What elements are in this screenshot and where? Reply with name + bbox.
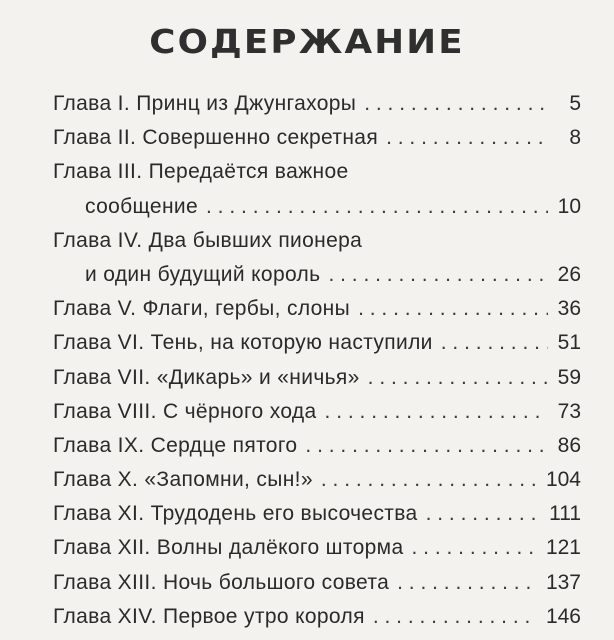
toc-entry-title: Глава V. Флаги, гербы, слоны — [53, 297, 351, 321]
dot-leader — [368, 361, 548, 395]
toc-entry — [53, 292, 581, 326]
toc-entry — [53, 566, 581, 600]
toc-page-number: 111 — [549, 502, 581, 526]
page-title: СОДЕРЖАНИЕ — [149, 22, 465, 61]
dot-leader — [412, 531, 536, 565]
toc-page-number: 26 — [557, 262, 581, 286]
toc-entry — [53, 395, 581, 429]
toc-page-number: 104 — [545, 468, 581, 492]
toc-entry-title: Глава I. Принц из Джунгахоры — [53, 92, 357, 115]
dot-leader — [386, 121, 551, 155]
toc-entry-title: Глава IV. Два бывших пионера — [53, 228, 363, 252]
dot-leader — [373, 600, 536, 634]
toc-entry-title: Глава X. «Запомни, сын!» — [53, 468, 313, 492]
dot-leader — [328, 258, 547, 292]
toc-entry — [53, 87, 581, 121]
toc-entry-title: и один будущий король — [85, 262, 321, 286]
dot-leader — [397, 566, 536, 600]
toc-entry-title: Глава VIII. С чёрного хода — [53, 399, 317, 423]
toc-page-number: 8 — [569, 126, 581, 150]
toc-entry — [53, 497, 581, 531]
toc-entry-title: Глава XII. Волны далёкого шторма — [53, 536, 404, 560]
toc-entry — [53, 326, 581, 360]
toc-entry-title: Глава VI. Тень, на которую наступили — [53, 331, 433, 355]
toc-page-number: 86 — [557, 433, 581, 457]
toc-entry-title: Глава XIV. Первое утро короля — [53, 604, 365, 628]
toc-entry — [53, 429, 581, 463]
toc-page-number: 10 — [557, 194, 581, 218]
toc-page-number: 137 — [545, 570, 581, 594]
toc-entry — [53, 361, 581, 395]
toc-entry — [53, 190, 581, 224]
dot-leader — [321, 463, 536, 497]
toc-page-number: 51 — [557, 331, 581, 355]
toc-entry-title: Глава XIII. Ночь большого совета — [53, 570, 390, 594]
dot-leader — [325, 395, 548, 429]
table-of-contents — [53, 87, 581, 634]
dot-leader — [358, 292, 548, 326]
dot-leader — [206, 190, 548, 224]
toc-page-number: 36 — [557, 297, 581, 321]
toc-entry — [53, 121, 581, 155]
toc-entry — [53, 531, 581, 565]
toc-entry-title: Глава IX. Сердце пятого — [53, 433, 298, 457]
toc-entry — [53, 224, 581, 258]
toc-page-number: 146 — [545, 604, 581, 628]
dot-leader — [364, 87, 551, 121]
toc-entry-title: Глава XI. Трудодень его высочества — [53, 502, 418, 526]
toc-entry — [53, 258, 581, 292]
toc-page-number: 59 — [557, 365, 581, 389]
toc-page-number: 5 — [569, 92, 581, 115]
dot-leader — [305, 429, 547, 463]
toc-entry — [53, 463, 581, 497]
toc-entry-title: сообщение — [85, 194, 199, 218]
toc-entry — [53, 600, 581, 634]
toc-page-number: 121 — [545, 536, 581, 560]
toc-entry — [53, 155, 581, 189]
toc-page-number: 73 — [557, 399, 581, 423]
toc-entry-title: Глава VII. «Дикарь» и «ничья» — [53, 365, 360, 389]
dot-leader — [426, 497, 540, 531]
toc-entry-title: Глава III. Передаётся важное — [53, 160, 349, 184]
toc-entry-title: Глава II. Совершенно секретная — [53, 126, 379, 150]
dot-leader — [441, 326, 548, 360]
